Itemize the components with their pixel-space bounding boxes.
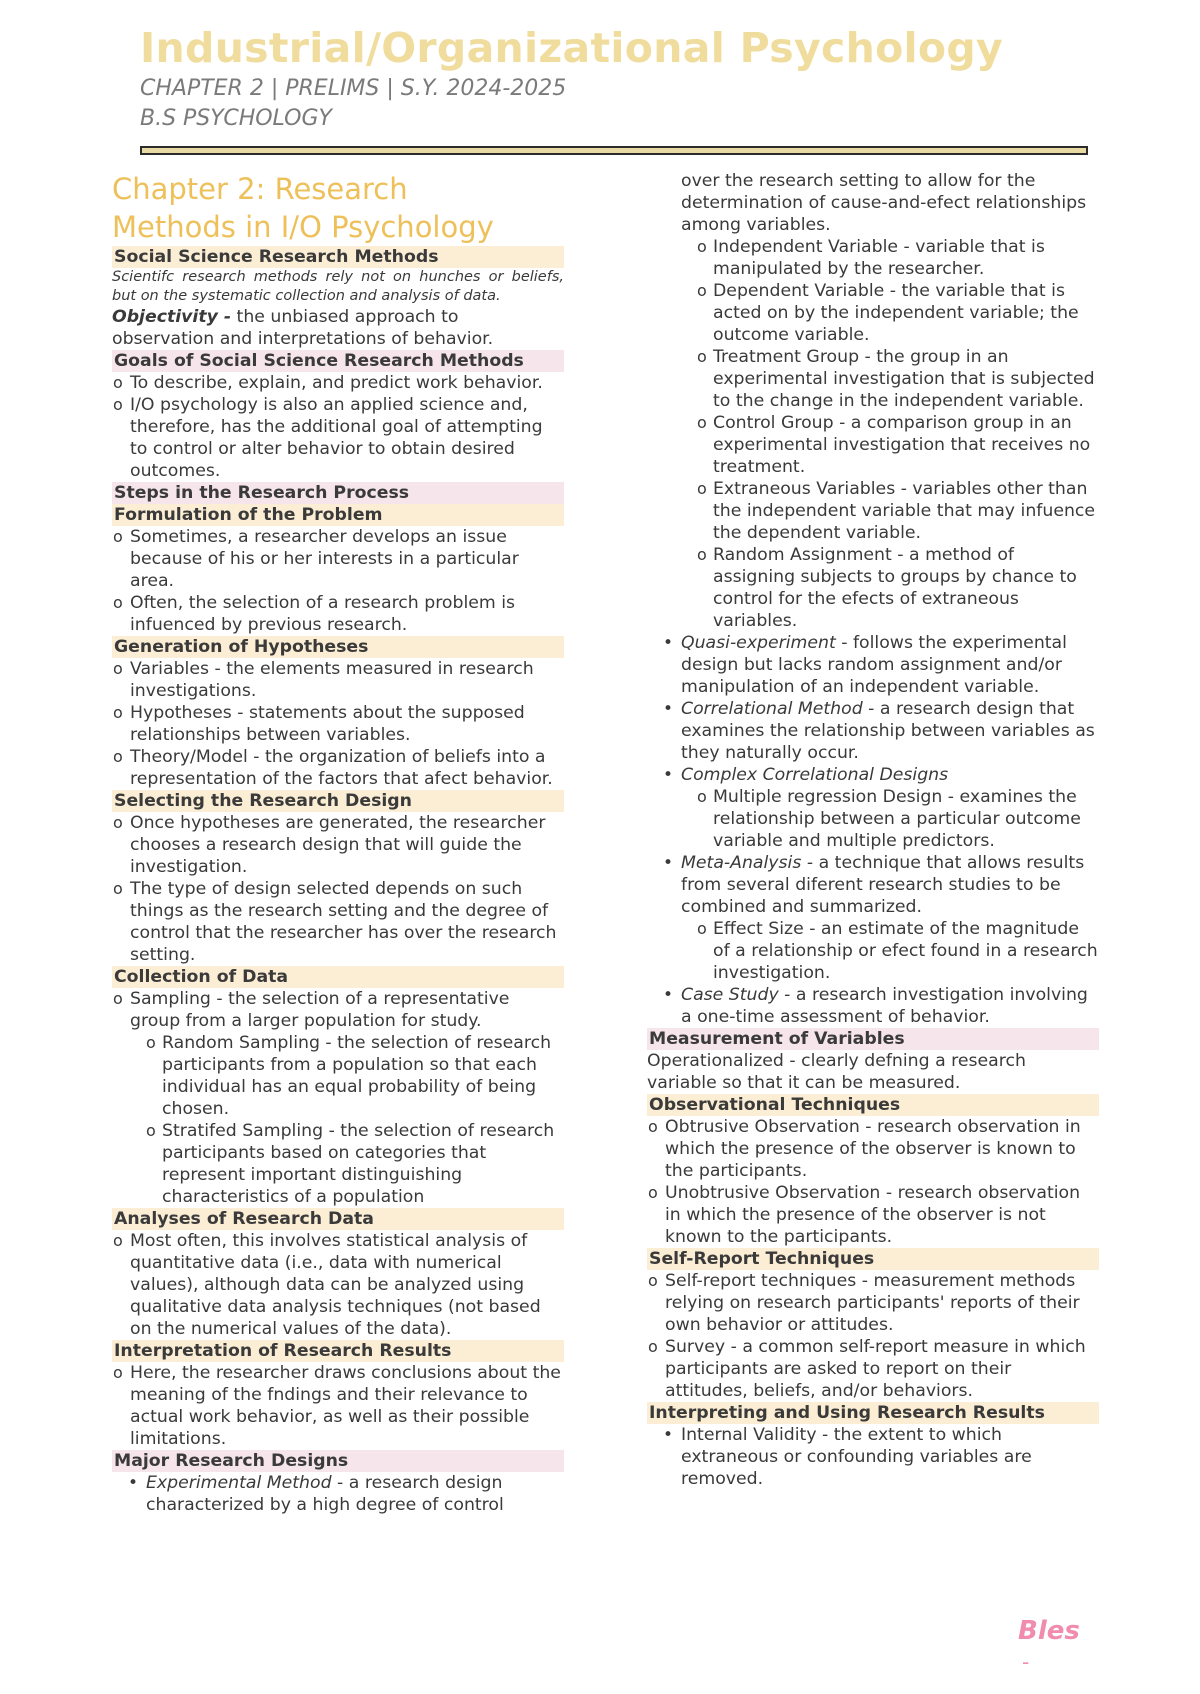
list-item: o Stratifed Sampling - the selection of research participants based on categories that represent important distinguishing characteristics of a population xyxy=(162,1120,564,1208)
list-item: o Extraneous Variables - variables other than the independent variable that may infuence the dependent variable. xyxy=(713,478,1099,544)
interpretation-list xyxy=(112,1362,564,1450)
chapter-title-line1: Chapter 2: Research xyxy=(112,172,408,206)
list-item: • Internal Validity - the extent to which extraneous or confounding variables are removed. xyxy=(681,1424,1099,1490)
list-item: o Unobtrusive Observation - research observation in which the presence of the observer is not known to the participants. xyxy=(647,1182,1099,1248)
list-item: o Effect Size - an estimate of the magnitude of a relationship or efect found in a research investigation. xyxy=(713,918,1099,984)
list-item: o Random Sampling - the selection of research participants from a population so that each individual has an equal probability of being chosen. xyxy=(162,1032,564,1120)
list-item xyxy=(681,698,1099,764)
major-designs-header: Major Research Designs xyxy=(112,1450,564,1472)
major-designs-list xyxy=(112,1472,564,1516)
hypotheses-list xyxy=(112,658,564,790)
list-item: o Sometimes, a researcher develops an issue because of his or her interests in a particular area. xyxy=(112,526,564,592)
footer-dash: - xyxy=(1022,1650,1030,1674)
list-item xyxy=(681,632,1099,698)
experimental-text: - a research design characterized by a high degree of control xyxy=(146,1473,504,1515)
list-item xyxy=(681,852,1099,984)
quasi-term: Quasi-experiment xyxy=(681,633,836,653)
list-item xyxy=(112,988,564,1208)
list-item: o Self-report techniques - measurement methods relying on research participants' reports of their own behavior or attitudes. xyxy=(647,1270,1099,1336)
list-item: o Here, the researcher draws conclusions about the meaning of the fndings and their relevance to actual work behavior, as well as their possible limitations. xyxy=(112,1362,564,1450)
experimental-term: Experimental Method xyxy=(146,1473,332,1493)
analyses-header: Analyses of Research Data xyxy=(112,1208,564,1230)
list-item: o Obtrusive Observation - research observation in which the presence of the observer is known to the participants. xyxy=(647,1116,1099,1182)
chapter-title-line2: Methods in I/O Psychology xyxy=(112,210,494,244)
observational-list xyxy=(647,1116,1099,1248)
list-item: o I/O psychology is also an applied science and, therefore, has the additional goal of attempting to control or alter behavior to obtain desired outcomes. xyxy=(112,394,564,482)
self-report-list xyxy=(647,1270,1099,1402)
list-item: o Variables - the elements measured in research investigations. xyxy=(112,658,564,702)
quasi-text: - follows the experimental design but lacks random assignment and/or manipulation of an independent variable. xyxy=(681,633,1067,697)
goals-header: Goals of Social Science Research Methods xyxy=(112,350,564,372)
goals-list xyxy=(112,372,564,482)
list-item: o Most often, this involves statistical analysis of quantitative data (i.e., data with numerical values), although data can be analyzed using qualitative data analysis techniques (not based on the numerical values of the data). xyxy=(112,1230,564,1340)
observational-header: Observational Techniques xyxy=(647,1094,1099,1116)
objectivity-definition xyxy=(112,306,564,350)
correlational-text: - a research design that examines the relationship between variables as they naturally occur. xyxy=(681,699,1095,763)
experimental-continuation: over the research setting to allow for the determination of cause-and-efect relationships among variables. xyxy=(681,171,1087,235)
header-divider xyxy=(140,146,1088,155)
social-science-intro: Scientifc research methods rely not on hunches or beliefs, but on the systematic collection and analysis of data. xyxy=(112,269,564,304)
self-report-header: Self-Report Techniques xyxy=(647,1248,1099,1270)
list-item: o Independent Variable - variable that is manipulated by the researcher. xyxy=(713,236,1099,280)
objectivity-text: the unbiased approach to observation and interpretations of behavior. xyxy=(112,307,494,349)
list-item: o Random Assignment - a method of assigning subjects to groups by chance to control for the efects of extraneous variables. xyxy=(713,544,1099,632)
list-item: o Multiple regression Design - examines the relationship between a particular outcome variable and multiple predictors. xyxy=(713,786,1099,852)
steps-header: Steps in the Research Process xyxy=(112,482,564,504)
complex-sublist xyxy=(681,786,1099,852)
list-item: o Dependent Variable - the variable that is acted on by the independent variable; the outcome variable. xyxy=(713,280,1099,346)
list-item: o Hypotheses - statements about the supposed relationships between variables. xyxy=(112,702,564,746)
case-term: Case Study xyxy=(681,985,779,1005)
meta-text: - a technique that allows results from several diferent research studies to be combined and summarized. xyxy=(681,853,1085,917)
interpreting-header: Interpreting and Using Research Results xyxy=(647,1402,1099,1424)
sampling-sublist xyxy=(130,1032,564,1208)
list-item xyxy=(146,1472,564,1516)
list-item: o Once hypotheses are generated, the researcher chooses a research design that will guide the investigation. xyxy=(112,812,564,878)
design-types-list xyxy=(647,632,1099,1028)
program-subtitle: B.S PSYCHOLOGY xyxy=(140,106,332,131)
interpretation-header: Interpretation of Research Results xyxy=(112,1340,564,1362)
objectivity-term: Objectivity - xyxy=(112,307,232,327)
measurement-header: Measurement of Variables xyxy=(647,1028,1099,1050)
formulation-list xyxy=(112,526,564,636)
chapter-title xyxy=(112,170,564,246)
list-item: o Treatment Group - the group in an experimental investigation that is subjected to the change in the independent variable. xyxy=(713,346,1099,412)
list-item: o Theory/Model - the organization of beliefs into a representation of the factors that afect behavior. xyxy=(112,746,564,790)
experimental-sublist xyxy=(647,236,1099,632)
left-column xyxy=(112,170,564,1516)
collection-list xyxy=(112,988,564,1208)
case-text: - a research investigation involving a one-time assessment of behavior. xyxy=(681,985,1088,1027)
list-item: o Survey - a common self-report measure in which participants are asked to report on their attitudes, beliefs, and/or behaviors. xyxy=(647,1336,1099,1402)
list-item: o Control Group - a comparison group in an experimental investigation that receives no treatment. xyxy=(713,412,1099,478)
social-science-header: Social Science Research Methods xyxy=(112,246,564,268)
list-item: o The type of design selected depends on such things as the research setting and the degree of control that the researcher has over the research setting. xyxy=(112,878,564,966)
collection-header: Collection of Data xyxy=(112,966,564,988)
analyses-list xyxy=(112,1230,564,1340)
meta-term: Meta-Analysis xyxy=(681,853,802,873)
correlational-term: Correlational Method xyxy=(681,699,863,719)
right-column xyxy=(647,170,1099,1490)
complex-term: Complex Correlational Designs xyxy=(681,765,949,785)
design-header: Selecting the Research Design xyxy=(112,790,564,812)
design-list xyxy=(112,812,564,966)
sampling-definition: Sampling - the selection of a representative group from a larger population for study. xyxy=(130,989,510,1031)
document-title: Industrial/Organizational Psychology xyxy=(140,24,1004,72)
list-item xyxy=(681,764,1099,852)
list-item xyxy=(681,984,1099,1028)
chapter-subtitle: CHAPTER 2 | PRELIMS | S.Y. 2024-2025 xyxy=(140,76,567,101)
list-item: o Often, the selection of a research problem is infuenced by previous research. xyxy=(112,592,564,636)
footer-signature: Bles xyxy=(1018,1616,1080,1646)
formulation-header: Formulation of the Problem xyxy=(112,504,564,526)
meta-sublist xyxy=(681,918,1099,984)
list-item: o To describe, explain, and predict work behavior. xyxy=(112,372,564,394)
operationalized-definition: Operationalized - clearly defning a research variable so that it can be measured. xyxy=(647,1051,1026,1093)
hypotheses-header: Generation of Hypotheses xyxy=(112,636,564,658)
interpreting-list xyxy=(647,1424,1099,1490)
